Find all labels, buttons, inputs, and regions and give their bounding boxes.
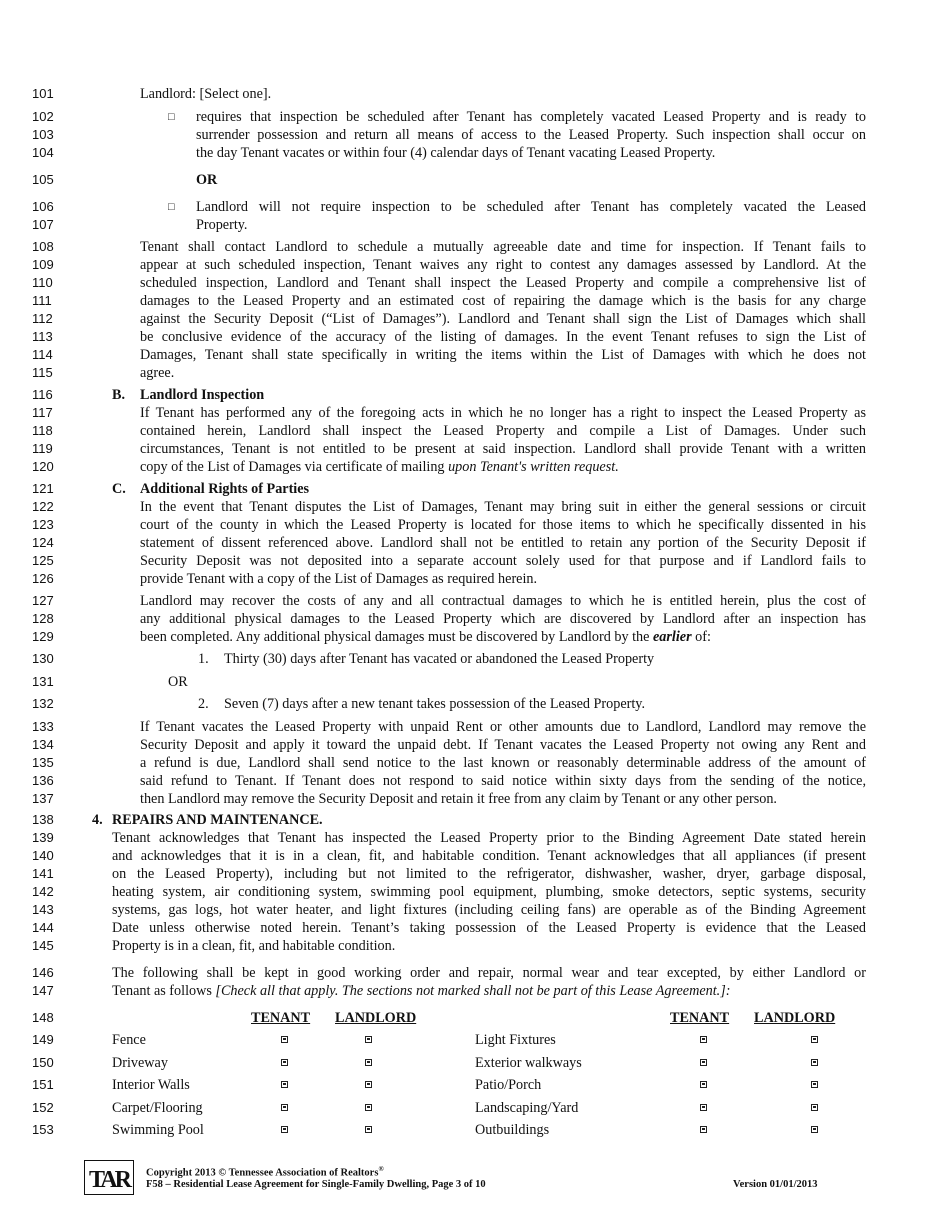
line-number: 115	[32, 365, 53, 380]
interior-walls-tenant-checkbox[interactable]	[281, 1081, 288, 1088]
col-header-landlord-right: LANDLORD	[754, 1010, 836, 1026]
line-text: the day Tenant vacates or within four (4) calendar days of Tenant vacating Leased Property.	[196, 145, 716, 161]
line-number: 116	[32, 387, 53, 402]
line-text: any additional physical damages to the Leased Property which are discovered by Landlord after an inspection has	[140, 611, 866, 627]
line-text: against the Security Deposit (“List of Damages”). Landlord and Tenant shall sign the List of Damages which shall	[140, 311, 866, 327]
line-text: Security Deposit and apply it toward the unpaid debt. If Tenant vacates the Leased Property not owing any Rent and	[140, 737, 866, 753]
line-text: If Tenant vacates the Leased Property with unpaid Rent or other amounts due to Landlord, Landlord may remove the	[140, 719, 866, 735]
light-fixtures-tenant-checkbox[interactable]	[700, 1036, 707, 1043]
line-number: 139	[32, 830, 54, 845]
driveway-tenant-checkbox[interactable]	[281, 1059, 288, 1066]
line-text: statement of dissent referenced above. Landlord shall not be entitled to retain any portion of the Security Deposit if	[140, 535, 866, 551]
line-number: 108	[32, 239, 54, 254]
line-number: 142	[32, 884, 54, 899]
line-number: 133	[32, 719, 54, 734]
line-number: 144	[32, 920, 54, 935]
landscaping-yard-landlord-checkbox[interactable]	[811, 1104, 818, 1111]
line-text-italic: upon Tenant's written request.	[448, 459, 619, 475]
line-text-plain: copy of the List of Damages via certificate of mailing	[140, 459, 449, 475]
line-text: Tenant acknowledges that Tenant has inspected the Leased Property prior to the Binding Agreement Date stated herein	[112, 830, 866, 846]
line-text: If Tenant has performed any of the foregoing acts in which he no longer has a right to inspect the Leased Property as	[140, 405, 866, 421]
interior-walls-landlord-checkbox[interactable]	[365, 1081, 372, 1088]
section-letter: C.	[112, 481, 126, 497]
item-label-carpet-flooring: Carpet/Flooring	[112, 1100, 203, 1116]
checkbox-option-1[interactable]: □	[168, 111, 175, 123]
line-text: surrender possession and return all means of access to the Leased Property. Such inspection shall occur on	[196, 127, 866, 143]
line-text-bold-italic: earlier	[652, 629, 692, 645]
line-number: 148	[32, 1010, 54, 1025]
line-number: 129	[32, 629, 54, 644]
line-number: 145	[32, 938, 54, 953]
line-number: 121	[32, 481, 54, 496]
line-text: The following shall be kept in good working order and repair, normal wear and tear excepted, by either Landlord or	[112, 965, 866, 981]
line-text	[140, 628, 866, 646]
item-label-light-fixtures: Light Fixtures	[475, 1032, 556, 1048]
tar-logo	[84, 1160, 134, 1195]
fence-tenant-checkbox[interactable]	[281, 1036, 288, 1043]
line-text: then Landlord may remove the Security Deposit and retain it free from any claim by Tenant or any other person.	[140, 791, 777, 807]
line-text: court of the county in which the Leased Property is located for those items to which he specifically dissented in his	[140, 517, 866, 533]
line-number: 110	[32, 275, 53, 290]
line-text: heating system, air conditioning system, swimming pool equipment, plumbing, smoke detectors, septic systems, security	[112, 884, 866, 900]
item-label-patio-porch: Patio/Porch	[475, 1077, 542, 1093]
landscaping-yard-tenant-checkbox[interactable]	[700, 1104, 707, 1111]
line-text: scheduled inspection, Landlord and Tenant shall inspect the Leased Property and compile a comprehensive list of	[140, 275, 866, 291]
line-number: 137	[32, 791, 54, 806]
line-text	[140, 458, 866, 476]
carpet-flooring-landlord-checkbox[interactable]	[365, 1104, 372, 1111]
line-number: 151	[32, 1077, 54, 1092]
line-number: 114	[32, 347, 53, 362]
item-label-exterior-walkways: Exterior walkways	[475, 1055, 582, 1071]
section-heading: Landlord Inspection	[140, 387, 265, 403]
line-number: 120	[32, 459, 54, 474]
line-number: 140	[32, 848, 54, 863]
footer-form-title: F58 – Residential Lease Agreement for Single-Family Dwelling, Page 3 of 10	[146, 1179, 486, 1190]
line-number: 106	[32, 199, 54, 214]
line-number: 128	[32, 611, 54, 626]
line-text: Property is in a clean, fit, and habitable condition.	[112, 938, 396, 954]
patio-porch-tenant-checkbox[interactable]	[700, 1081, 707, 1088]
line-number: 111	[32, 293, 52, 308]
line-text: said refund to Tenant. If Tenant does not respond to said notice within sixty days from the sending of the notice,	[140, 773, 866, 789]
line-number: 112	[32, 311, 53, 326]
line-text: systems, gas logs, hot water heater, and light fixtures (including ceiling fans) are operable as of the Binding Agreement	[112, 902, 866, 918]
col-header-landlord-left: LANDLORD	[335, 1010, 417, 1026]
outbuildings-landlord-checkbox[interactable]	[811, 1126, 818, 1133]
line-number: 101	[32, 86, 54, 101]
line-text: circumstances, Tenant is not entitled to be present at said inspection. Landlord shall provide Tenant with a written	[140, 441, 866, 457]
line-number: 146	[32, 965, 54, 980]
outbuildings-tenant-checkbox[interactable]	[700, 1126, 707, 1133]
line-text-plain: been completed. Any additional physical damages must be discovered by Landlord by the	[140, 629, 653, 645]
section-heading: REPAIRS AND MAINTENANCE.	[112, 812, 323, 828]
line-number: 127	[32, 593, 54, 608]
line-number: 132	[32, 696, 54, 711]
line-text: and acknowledges that it is in a clean, fit, and habitable condition. Tenant acknowledges that all appliances (if present	[112, 848, 866, 864]
section-number: 4.	[92, 812, 103, 828]
tar-logo-icon	[85, 1161, 133, 1194]
swimming-pool-landlord-checkbox[interactable]	[365, 1126, 372, 1133]
line-text: Date unless otherwise noted herein. Tenant’s taking possession of the Leased Property is evidence that the Leased	[112, 920, 866, 936]
fence-landlord-checkbox[interactable]	[365, 1036, 372, 1043]
line-number: 126	[32, 571, 54, 586]
item-label-swimming-pool: Swimming Pool	[112, 1122, 204, 1138]
line-text: requires that inspection be scheduled after Tenant has completely vacated Leased Property and is ready to	[196, 109, 866, 125]
line-number: 125	[32, 553, 54, 568]
line-number: 105	[32, 172, 54, 187]
checkbox-option-2[interactable]: □	[168, 201, 175, 213]
line-text: contained herein, Landlord shall inspect the Leased Property and compile a List of Damages. Under such	[140, 423, 866, 439]
line-text: Landlord may recover the costs of any and all contractual damages to which he is entitled herein, plus the cost of	[140, 593, 866, 609]
line-text: appear at such scheduled inspection, Tenant waives any right to contest any damages assessed by Landlord. At the	[140, 257, 866, 273]
line-number: 124	[32, 535, 54, 550]
or-label: OR	[196, 172, 218, 188]
carpet-flooring-tenant-checkbox[interactable]	[281, 1104, 288, 1111]
list-number: 1.	[198, 651, 209, 667]
line-text: Security Deposit was not deposited into a separate account solely used for that purpose and if Landlord fails to	[140, 553, 866, 569]
line-number: 153	[32, 1122, 54, 1137]
line-text: a refund is due, Landlord shall send notice to the last known or reasonably determinable address of the amount of	[140, 755, 866, 771]
patio-porch-landlord-checkbox[interactable]	[811, 1081, 818, 1088]
light-fixtures-landlord-checkbox[interactable]	[811, 1036, 818, 1043]
line-number: 138	[32, 812, 54, 827]
line-number: 107	[32, 217, 54, 232]
line-text: Property.	[196, 217, 248, 233]
line-number: 131	[32, 674, 54, 689]
footer-version: Version 01/01/2013	[733, 1179, 818, 1190]
driveway-landlord-checkbox[interactable]	[365, 1059, 372, 1066]
line-number: 135	[32, 755, 54, 770]
line-number: 130	[32, 651, 54, 666]
item-label-landscaping-yard: Landscaping/Yard	[475, 1100, 579, 1116]
list-number: 2.	[198, 696, 209, 712]
line-number: 104	[32, 145, 54, 160]
line-number: 149	[32, 1032, 54, 1047]
section-letter: B.	[112, 387, 126, 403]
line-text: damages to the Leased Property and an estimated cost of repairing the damage which is the basis for any charge	[140, 293, 866, 309]
item-label-outbuildings: Outbuildings	[475, 1122, 550, 1138]
line-number: 122	[32, 499, 54, 514]
line-number: 113	[32, 329, 53, 344]
line-text: agree.	[140, 365, 175, 381]
exterior-walkways-landlord-checkbox[interactable]	[811, 1059, 818, 1066]
exterior-walkways-tenant-checkbox[interactable]	[700, 1059, 707, 1066]
or-label: OR	[168, 674, 188, 690]
line-number: 152	[32, 1100, 54, 1115]
item-label-fence: Fence	[112, 1032, 146, 1048]
line-number: 123	[32, 517, 54, 532]
line-number: 109	[32, 257, 54, 272]
line-text: Landlord will not require inspection to be scheduled after Tenant has completely vacated the Leased	[196, 199, 866, 215]
line-number: 103	[32, 127, 54, 142]
section-heading: Additional Rights of Parties	[140, 481, 310, 497]
line-number: 117	[32, 405, 53, 420]
line-text: provide Tenant with a copy of the List of Damages as required herein.	[140, 571, 538, 587]
line-text: In the event that Tenant disputes the List of Damages, Tenant may bring suit in either the general sessions or circuit	[140, 499, 866, 515]
line-text-plain: Tenant as follows	[112, 983, 216, 999]
registered-mark: ®	[378, 1165, 384, 1173]
line-number: 143	[32, 902, 54, 917]
line-number: 141	[32, 866, 54, 881]
line-text: Seven (7) days after a new tenant takes possession of the Leased Property.	[224, 696, 646, 712]
line-number: 147	[32, 983, 54, 998]
line-text: Tenant shall contact Landlord to schedule a mutually agreeable date and time for inspection. If Tenant fails to	[140, 239, 866, 255]
swimming-pool-tenant-checkbox[interactable]	[281, 1126, 288, 1133]
line-text-italic: [Check all that apply. The sections not marked shall not be part of this Lease Agreement.]:	[215, 983, 731, 999]
copyright-text: Copyright 2013 © Tennessee Association of Realtors	[146, 1167, 379, 1179]
col-header-tenant-left: TENANT	[251, 1010, 311, 1026]
line-text-end: of:	[691, 629, 711, 645]
line-number: 134	[32, 737, 54, 752]
col-header-tenant-right: TENANT	[670, 1010, 730, 1026]
line-text: be conclusive evidence of the accuracy of the listing of damages. In the event Tenant refuses to sign the List of	[140, 329, 866, 345]
line-text: Damages, Tenant shall state specifically in writing the items within the List of Damages with which he does not	[140, 347, 866, 363]
item-label-driveway: Driveway	[112, 1055, 168, 1071]
item-label-interior-walls: Interior Walls	[112, 1077, 190, 1093]
line-number: 150	[32, 1055, 54, 1070]
line-number: 118	[32, 423, 53, 438]
line-text: on the Leased Property), including but not limited to the refrigerator, dishwasher, washer, dryer, garbage disposal,	[112, 866, 866, 882]
line-number: 136	[32, 773, 54, 788]
line-text: Landlord: [Select one].	[140, 86, 272, 102]
line-text	[112, 982, 866, 1000]
line-text: Thirty (30) days after Tenant has vacated or abandoned the Leased Property	[224, 651, 655, 667]
line-number: 119	[32, 441, 53, 456]
tar-logo-text: TAR	[89, 1167, 129, 1193]
line-number: 102	[32, 109, 54, 124]
